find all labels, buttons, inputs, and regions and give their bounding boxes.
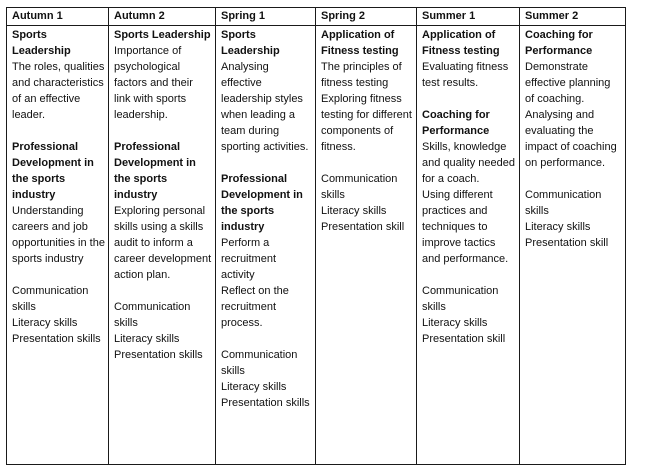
topic-title: Professional Development in the sports industry bbox=[114, 141, 196, 201]
topic-block bbox=[114, 27, 212, 123]
topic-text: Analysing effective leadership styles when leading a team during sporting activities. bbox=[221, 61, 309, 153]
skills-line: Communication skills bbox=[321, 173, 398, 201]
topic-block bbox=[12, 283, 105, 347]
topic-block bbox=[12, 139, 105, 267]
topic-title: Coaching for Performance bbox=[525, 29, 593, 57]
block-spacer bbox=[12, 123, 105, 139]
header-spring-2: Spring 2 bbox=[316, 8, 417, 26]
topic-text: Understanding careers and job opportunities in the sports industry bbox=[12, 205, 105, 265]
topic-text: Importance of psychological factors and their link with sports leadership. bbox=[114, 45, 193, 121]
curriculum-document bbox=[6, 7, 625, 465]
topic-title: Application of Fitness testing bbox=[321, 29, 399, 57]
topic-title: Professional Development in the sports industry bbox=[221, 173, 303, 233]
topic-block bbox=[114, 139, 212, 283]
topic-text: Skills, knowledge and quality needed for a coach. bbox=[422, 141, 515, 185]
topic-text: Using different practices and techniques to improve tactics and performance. bbox=[422, 189, 509, 265]
content-row bbox=[7, 26, 626, 465]
skills-line: Presentation skill bbox=[422, 333, 506, 345]
topic-block bbox=[422, 283, 516, 347]
topic-block bbox=[221, 347, 312, 411]
topic-text: Perform a recruitment activity bbox=[221, 237, 277, 281]
skills-line: Presentation skill bbox=[525, 237, 609, 249]
topic-block bbox=[321, 27, 413, 155]
block-spacer bbox=[12, 267, 105, 283]
block-spacer bbox=[321, 155, 413, 171]
skills-line: Literacy skills bbox=[221, 381, 287, 393]
topic-text: Demonstrate effective planning of coaching. bbox=[525, 61, 611, 105]
block-spacer bbox=[114, 123, 212, 139]
topic-title: Sports Leadership bbox=[221, 29, 280, 57]
header-summer-1: Summer 1 bbox=[417, 8, 520, 26]
topic-text: Exploring fitness testing for different components of fitness. bbox=[321, 93, 412, 153]
cell-spring-2 bbox=[316, 26, 417, 465]
topic-title: Sports Leadership bbox=[114, 29, 211, 41]
topic-title: Sports Leadership bbox=[12, 29, 71, 57]
topic-text: Exploring personal skills using a skills audit to inform a career development action plan. bbox=[114, 205, 212, 281]
block-spacer bbox=[221, 331, 312, 347]
cell-summer-2 bbox=[520, 26, 626, 465]
skills-line: Communication skills bbox=[422, 285, 499, 313]
skills-line: Presentation skills bbox=[221, 397, 310, 409]
cell-summer-1 bbox=[417, 26, 520, 465]
topic-text: Reflect on the recruitment process. bbox=[221, 285, 289, 329]
topic-text: The principles of fitness testing bbox=[321, 61, 402, 89]
block-spacer bbox=[525, 171, 622, 187]
curriculum-table bbox=[6, 7, 626, 465]
skills-line: Communication skills bbox=[525, 189, 602, 217]
topic-block bbox=[114, 299, 212, 363]
topic-title: Application of Fitness testing bbox=[422, 29, 500, 57]
topic-block bbox=[12, 27, 105, 123]
block-spacer bbox=[221, 155, 312, 171]
header-spring-1: Spring 1 bbox=[216, 8, 316, 26]
topic-block bbox=[221, 27, 312, 155]
header-autumn-2: Autumn 2 bbox=[109, 8, 216, 26]
skills-line: Communication skills bbox=[114, 301, 191, 329]
topic-block bbox=[321, 171, 413, 235]
skills-line: Literacy skills bbox=[114, 333, 180, 345]
topic-text: The roles, qualities and characteristics of an effective leader. bbox=[12, 61, 105, 121]
topic-block bbox=[422, 27, 516, 91]
block-spacer bbox=[114, 283, 212, 299]
block-spacer bbox=[422, 267, 516, 283]
skills-line: Communication skills bbox=[12, 285, 89, 313]
skills-line: Literacy skills bbox=[321, 205, 387, 217]
header-autumn-1: Autumn 1 bbox=[7, 8, 109, 26]
topic-text: Analysing and evaluating the impact of coaching on performance. bbox=[525, 109, 617, 169]
skills-line: Literacy skills bbox=[525, 221, 591, 233]
topic-block bbox=[525, 27, 622, 171]
topic-title: Coaching for Performance bbox=[422, 109, 490, 137]
topic-block bbox=[422, 107, 516, 267]
skills-line: Presentation skills bbox=[114, 349, 203, 361]
cell-spring-1 bbox=[216, 26, 316, 465]
topic-text: Evaluating fitness test results. bbox=[422, 61, 509, 89]
cell-autumn-1 bbox=[7, 26, 109, 465]
topic-title: Professional Development in the sports industry bbox=[12, 141, 94, 201]
topic-block bbox=[221, 171, 312, 331]
topic-block bbox=[525, 187, 622, 251]
skills-line: Presentation skill bbox=[321, 221, 405, 233]
cell-autumn-2 bbox=[109, 26, 216, 465]
skills-line: Literacy skills bbox=[422, 317, 488, 329]
skills-line: Presentation skills bbox=[12, 333, 101, 345]
skills-line: Literacy skills bbox=[12, 317, 78, 329]
block-spacer bbox=[422, 91, 516, 107]
header-row bbox=[7, 8, 626, 26]
skills-line: Communication skills bbox=[221, 349, 298, 377]
header-summer-2: Summer 2 bbox=[520, 8, 626, 26]
